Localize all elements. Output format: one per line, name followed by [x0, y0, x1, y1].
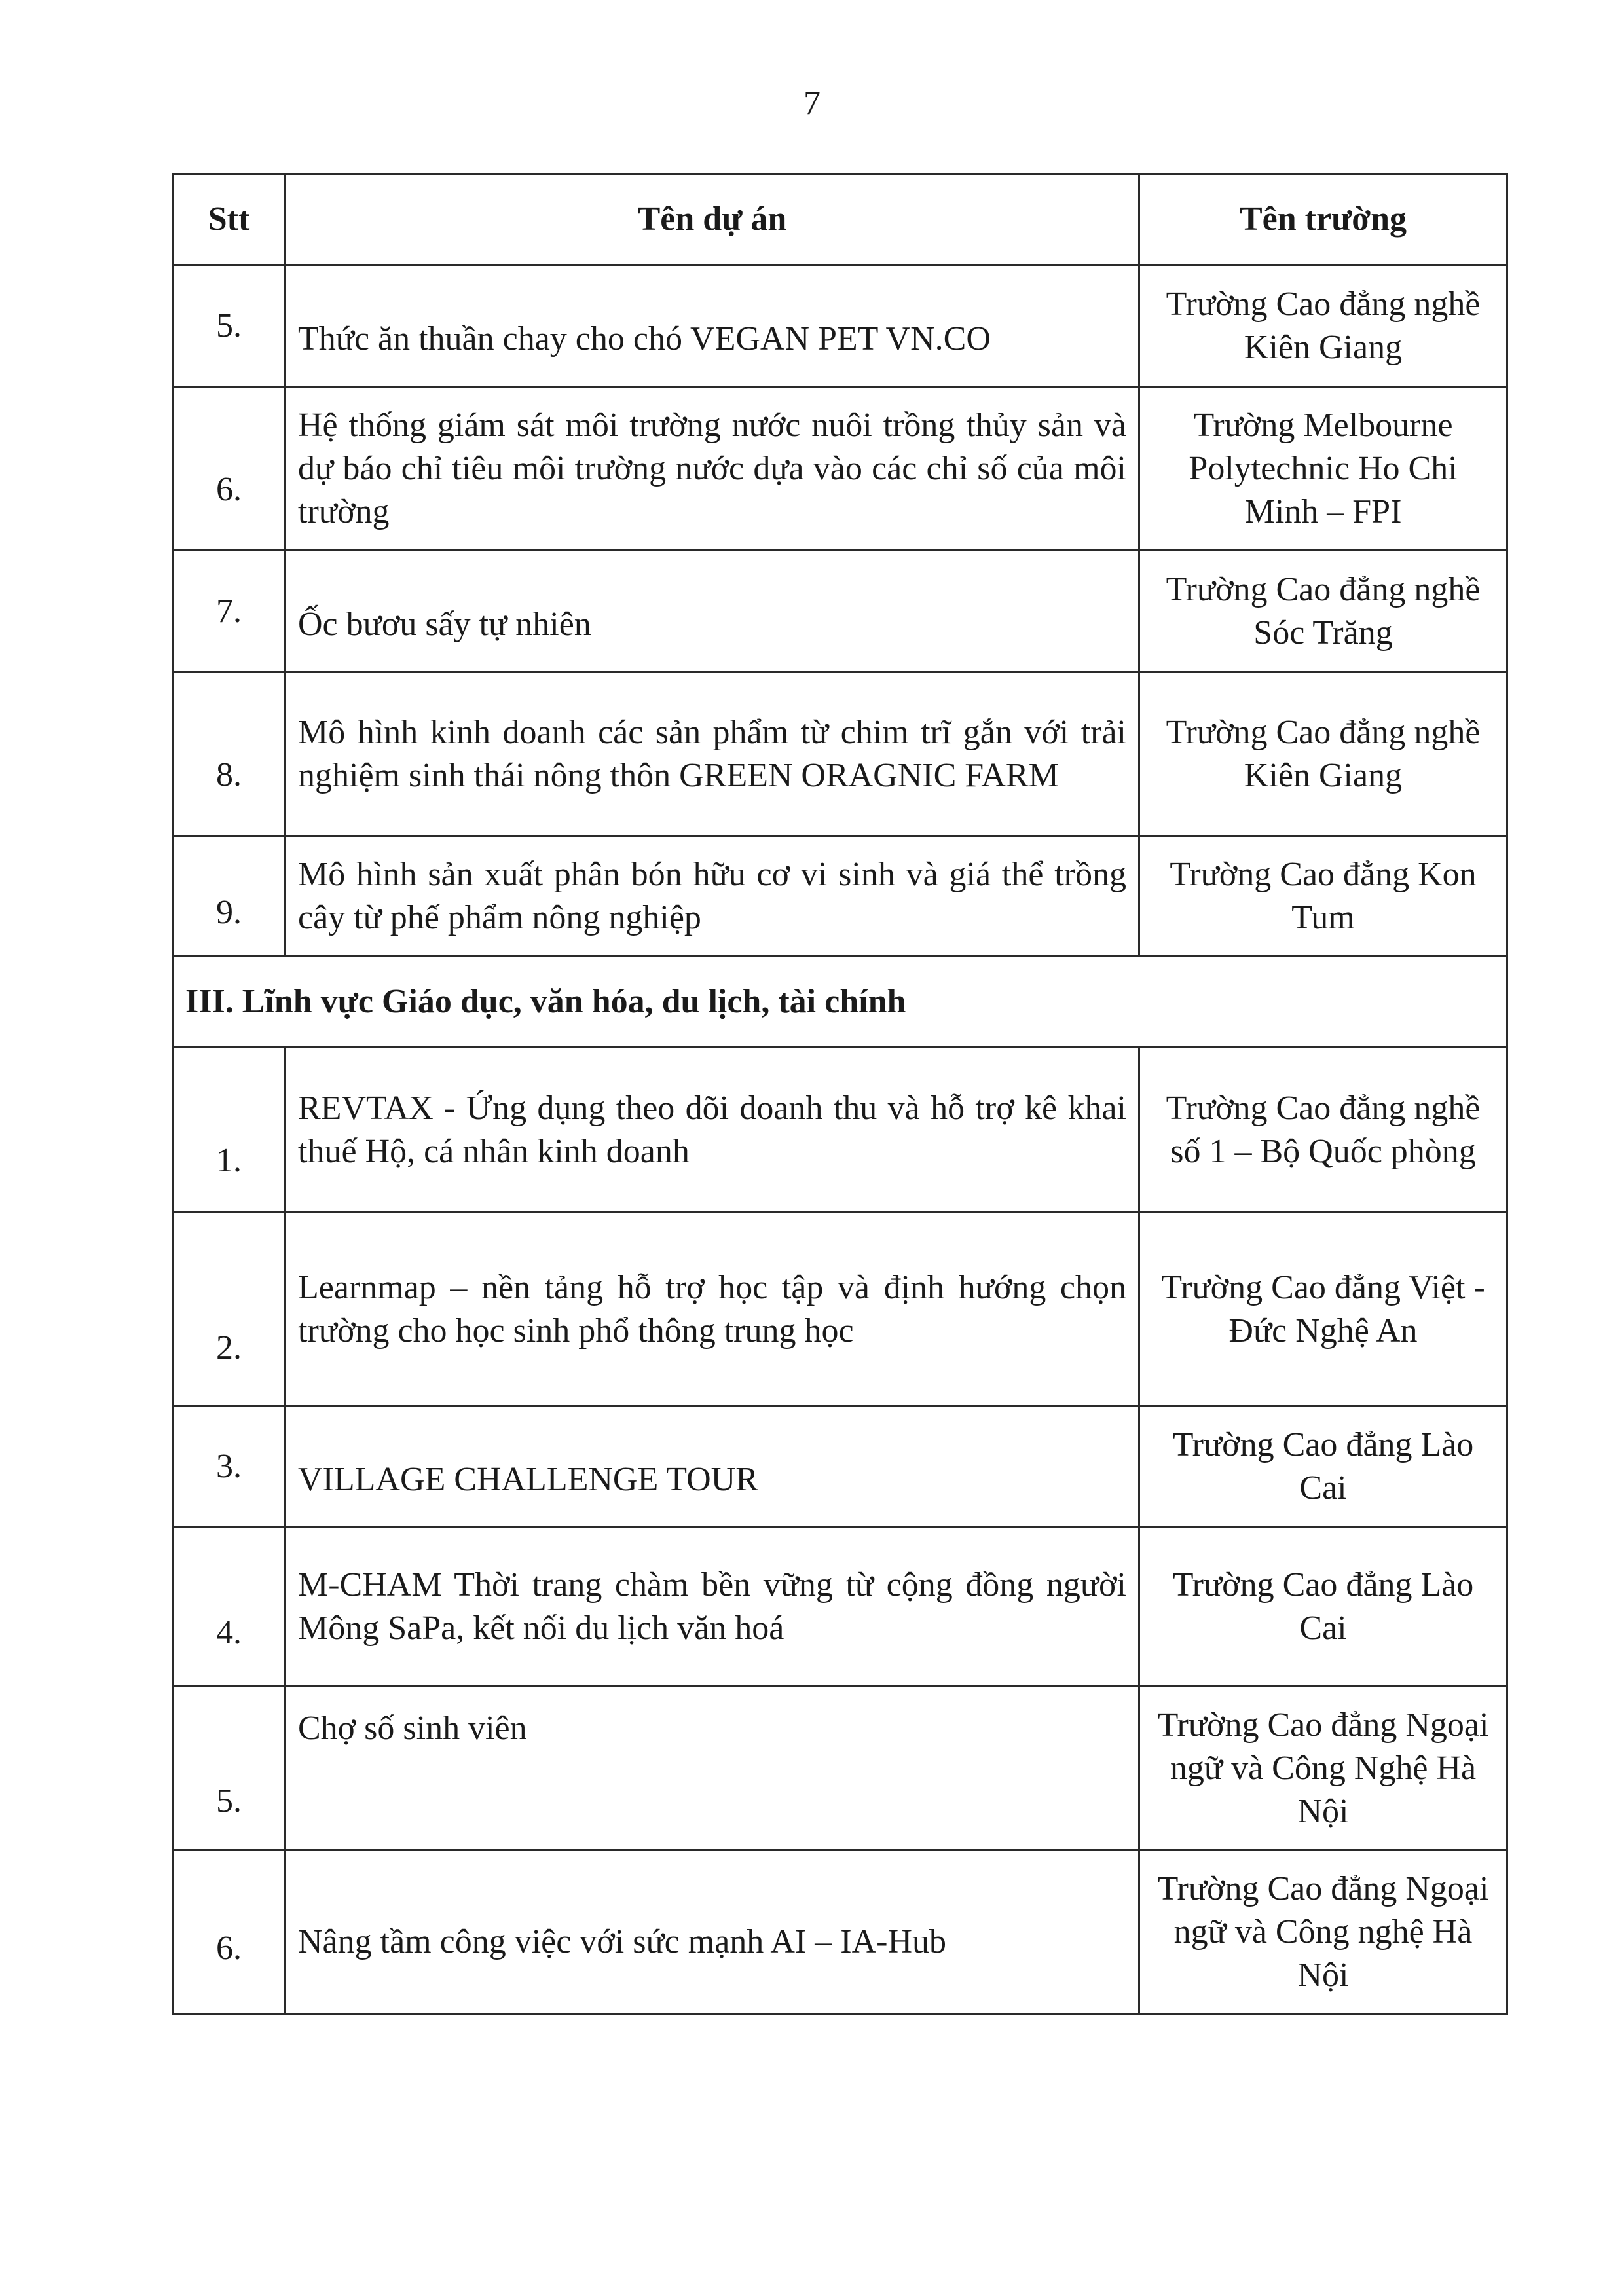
table-row — [173, 1213, 1507, 1406]
table-row — [173, 1527, 1507, 1687]
table-row — [173, 836, 1507, 957]
row-number: 1. — [173, 1048, 286, 1213]
table-row — [173, 1406, 1507, 1527]
project-name-text: M-CHAM Thời trang chàm bền vững từ cộng đồng người Mông SaPa, kết nối du lịch văn hoá — [298, 1566, 1126, 1647]
row-number: 2. — [173, 1213, 286, 1406]
school-name: Trường Cao đẳng Ngoại ngữ và Công nghệ Hà Nội — [1139, 1850, 1507, 2014]
table-header-row — [173, 174, 1507, 265]
project-name — [286, 1406, 1139, 1527]
table-row — [173, 1048, 1507, 1213]
row-number: 8. — [173, 672, 286, 836]
row-number: 7. — [173, 551, 286, 672]
table-row — [173, 672, 1507, 836]
project-name — [286, 387, 1139, 551]
project-name-text: Nâng tầm công việc với sức mạnh AI – IA-Hub — [298, 1922, 947, 1960]
school-name: Trường Cao đẳng Việt - Đức Nghệ An — [1139, 1213, 1507, 1406]
section-row — [173, 957, 1507, 1048]
row-number: 6. — [173, 387, 286, 551]
school-name: Trường Melbourne Polytechnic Ho Chi Minh – FPI — [1139, 387, 1507, 551]
project-table — [172, 173, 1508, 2015]
section-title: III. Lĩnh vực Giáo dục, văn hóa, du lịch, tài chính — [173, 957, 1507, 1048]
project-name — [286, 1048, 1139, 1213]
school-name: Trường Cao đẳng Lào Cai — [1139, 1406, 1507, 1527]
project-name — [286, 551, 1139, 672]
project-name-text: VILLAGE CHALLENGE TOUR — [298, 1460, 758, 1498]
school-name: Trường Cao đẳng nghề Sóc Trăng — [1139, 551, 1507, 672]
row-number: 4. — [173, 1527, 286, 1687]
header-stt: Stt — [173, 174, 286, 265]
row-number: 5. — [173, 1687, 286, 1850]
project-name — [286, 1850, 1139, 2014]
project-name-text: Hệ thống giám sát môi trường nước nuôi trồng thủy sản và dự báo chỉ tiêu môi trường nước dựa vào các chỉ số của môi trường — [298, 406, 1126, 530]
row-number: 5. — [173, 265, 286, 387]
school-name: Trường Cao đẳng nghề Kiên Giang — [1139, 265, 1507, 387]
project-name-text: Mô hình kinh doanh các sản phẩm từ chim trĩ gắn với trải nghiệm sinh thái nông thôn GREEN ORAGNIC FARM — [298, 713, 1126, 794]
project-name — [286, 1527, 1139, 1687]
row-number: 3. — [173, 1406, 286, 1527]
table-row — [173, 387, 1507, 551]
project-name — [286, 836, 1139, 957]
project-name-text: Learnmap – nền tảng hỗ trợ học tập và định hướng chọn trường cho học sinh phổ thông trung học — [298, 1268, 1126, 1349]
project-name — [286, 265, 1139, 387]
table-row — [173, 1687, 1507, 1850]
page-number: 7 — [803, 84, 821, 122]
row-number: 9. — [173, 836, 286, 957]
school-name: Trường Cao đẳng nghề Kiên Giang — [1139, 672, 1507, 836]
row-number: 6. — [173, 1850, 286, 2014]
project-name — [286, 672, 1139, 836]
header-project-name: Tên dự án — [286, 174, 1139, 265]
project-name — [286, 1687, 1139, 1850]
project-name-text: Ốc bươu sấy tự nhiên — [298, 605, 591, 643]
project-name-text: Mô hình sản xuất phân bón hữu cơ vi sinh và giá thể trồng cây từ phế phẩm nông nghiệp — [298, 855, 1126, 936]
project-name-text: REVTAX - Ứng dụng theo dõi doanh thu và hỗ trợ kê khai thuế Hộ, cá nhân kinh doanh — [298, 1089, 1126, 1170]
school-name: Trường Cao đẳng Ngoại ngữ và Công Nghệ Hà Nội — [1139, 1687, 1507, 1850]
header-school-name: Tên trường — [1139, 174, 1507, 265]
project-name-text: Thức ăn thuần chay cho chó VEGAN PET VN.CO — [298, 320, 991, 358]
school-name: Trường Cao đẳng Kon Tum — [1139, 836, 1507, 957]
table-row — [173, 1850, 1507, 2014]
school-name: Trường Cao đẳng Lào Cai — [1139, 1527, 1507, 1687]
table-row — [173, 265, 1507, 387]
project-name-text: Chợ số sinh viên — [298, 1710, 527, 1747]
school-name: Trường Cao đẳng nghề số 1 – Bộ Quốc phòng — [1139, 1048, 1507, 1213]
project-name — [286, 1213, 1139, 1406]
table-row — [173, 551, 1507, 672]
